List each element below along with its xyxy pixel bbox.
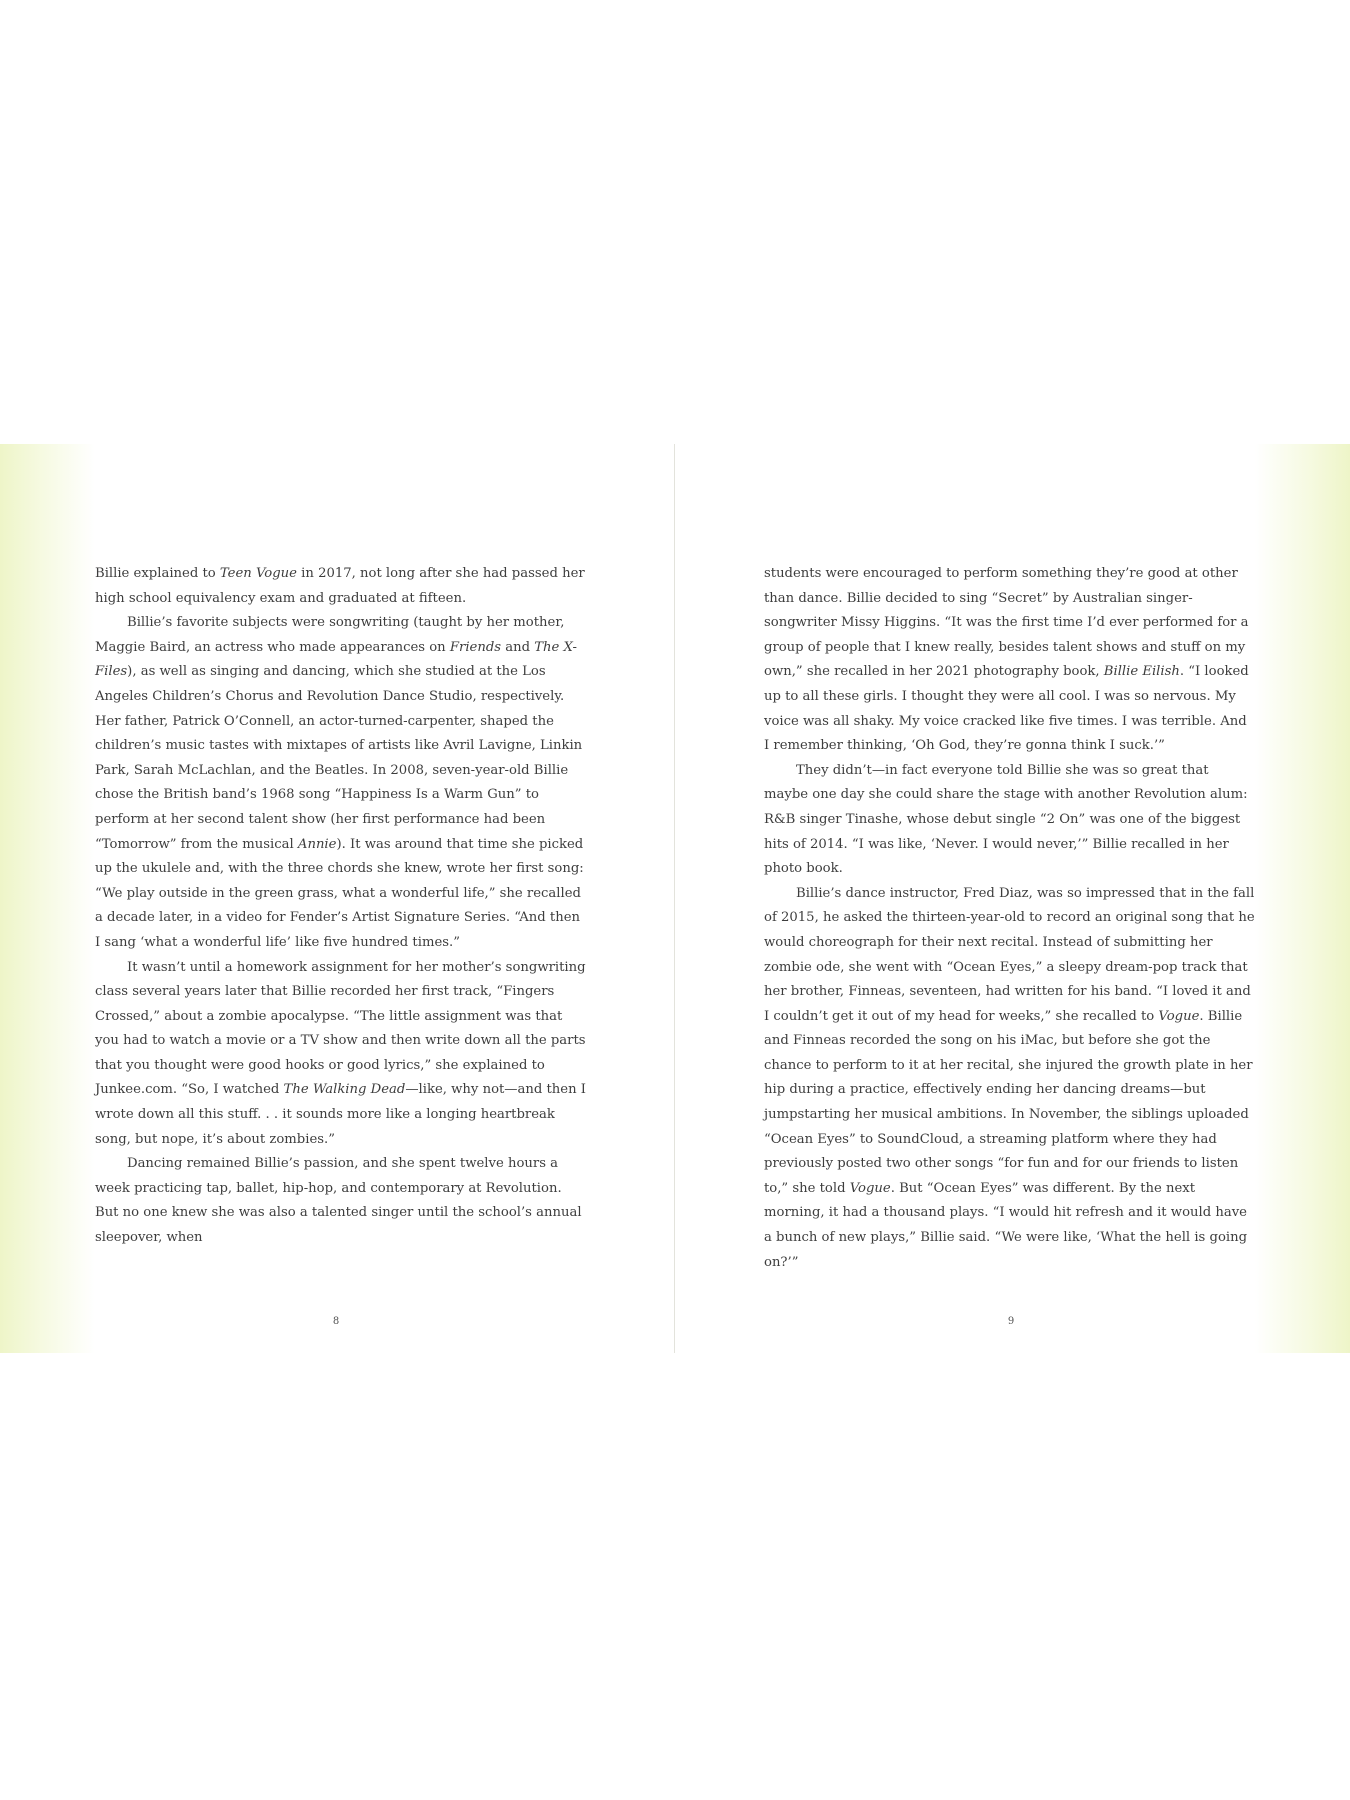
left-page-number: 8 (332, 1316, 340, 1327)
right-page-number: 9 (1007, 1316, 1015, 1327)
left-paragraph-4: Dancing remained Billie’s passion, and she spent twelve hours a week practicing tap, ballet, hip-hop, and contemporary at Revolution. But no one knew she was also a talented singer until the school’s annual sleepover, when (95, 1156, 582, 1246)
right-paragraph-1: students were encouraged to perform something they’re good at other than dance. Billie decided to sing “Secret” by Australian singer-songwriter Missy Higgins. “It was the first time I’d ever performed for a group of people that I knew really, besides talent shows and stuff on my own,” she recalled in her 2021 photography book, Billie Eilish. “I looked up to all these girls. I thought they were all cool. I was so nervous. My voice was all shaky. My voice cracked like five times. I was terrible. And I remember thinking, ‘Oh God, they’re gonna think I suck.’” (764, 566, 1249, 754)
italic-title: Billie Eilish (1103, 664, 1180, 680)
italic-title: Teen Vogue (219, 566, 297, 581)
italic-title: The X-Files (95, 639, 577, 680)
italic-title: Vogue (1158, 1008, 1200, 1024)
left-paragraph-3: It wasn’t until a homework assignment for her mother’s songwriting class several years later that Billie recorded her first track, “Fingers Crossed,” about a zombie apocalypse. “The little assignment was that you had to watch a movie or a TV show and then write down all the parts that you thought were good hooks or good lyrics,” she explained to Junkee.com. “So, I watched The Walking Dead—like, why not—and then I wrote down all this stuff. . . it sounds more like a longing heartbreak song, but nope, it’s about zombies.” (95, 959, 586, 1147)
left-paragraph-1: Billie explained to Teen Vogue in 2017, not long after she had passed her high school equivalency exam and graduated at fifteen. (95, 566, 585, 606)
right-paragraph-3: Billie’s dance instructor, Fred Diaz, was so impressed that in the fall of 2015, he asked the thirteen-year-old to record an original song that he would choreograph for their next recital. Instead of submitting her zombie ode, she went with “Ocean Eyes,” a sleepy dream-pop track that her brother, Finneas, seventeen, had written for his band. “I loved it and I couldn’t get it out of my head for weeks,” she recalled to Vogue. Billie and Finneas recorded the song on his iMac, but before she got the chance to perform to it at her recital, she injured the growth plate in her hip during a practice, effectively ending her dancing dreams—but jumpstarting her musical ambitions. In November, the siblings uploaded “Ocean Eyes” to SoundCloud, a streaming platform where they had previously posted two other songs “for fun and for our friends to listen to,” she told Vogue. But “Ocean Eyes” was different. By the next morning, it had a thousand plays. “I would hit refresh and it would have a bunch of new plays,” Billie said. “We were like, ‘What the hell is going on?’” (764, 885, 1255, 1270)
left-page-body (95, 562, 587, 1251)
left-paragraph-2: Billie’s favorite subjects were songwriting (taught by her mother, Maggie Baird, an actress who made appearances on Friends and The X-Files), as well as singing and dancing, which she studied at the Los Angeles Children’s Chorus and Revolution Dance Studio, respectively. Her father, Patrick O’Connell, an actor-turned-carpenter, shaped the children’s music tastes with mixtapes of artists like Avril Lavigne, Linkin Park, Sarah McLachlan, and the Beatles. In 2008, seven-year-old Billie chose the British band’s 1968 song “Happiness Is a Warm Gun” to perform at her second talent show (her first performance had been “Tomorrow” from the musical Annie). It was around that time she picked up the ukulele and, with the three chords she knew, wrote her first song: “We play outside in the green grass, what a wonderful life,” she recalled a decade later, in a video for Fender’s Artist Signature Series. “And then I sang ‘what a wonderful life’ like five hundred times.” (95, 615, 584, 950)
right-page-body (764, 562, 1256, 1275)
left-page (0, 444, 674, 1353)
right-paragraph-2: They didn’t—in fact everyone told Billie she was so great that maybe one day she could share the stage with another Revolution alum: R&B singer Tinashe, whose debut single “2 On” was one of the biggest hits of 2014. “I was like, ‘Never. I would never,’” Billie recalled in her photo book. (764, 762, 1248, 877)
italic-title: The Walking Dead (283, 1082, 406, 1098)
italic-title: Vogue (849, 1180, 891, 1196)
book-spread (0, 444, 1350, 1353)
right-page (675, 444, 1350, 1353)
italic-title: Annie (297, 836, 337, 852)
italic-title: Friends (449, 639, 502, 655)
